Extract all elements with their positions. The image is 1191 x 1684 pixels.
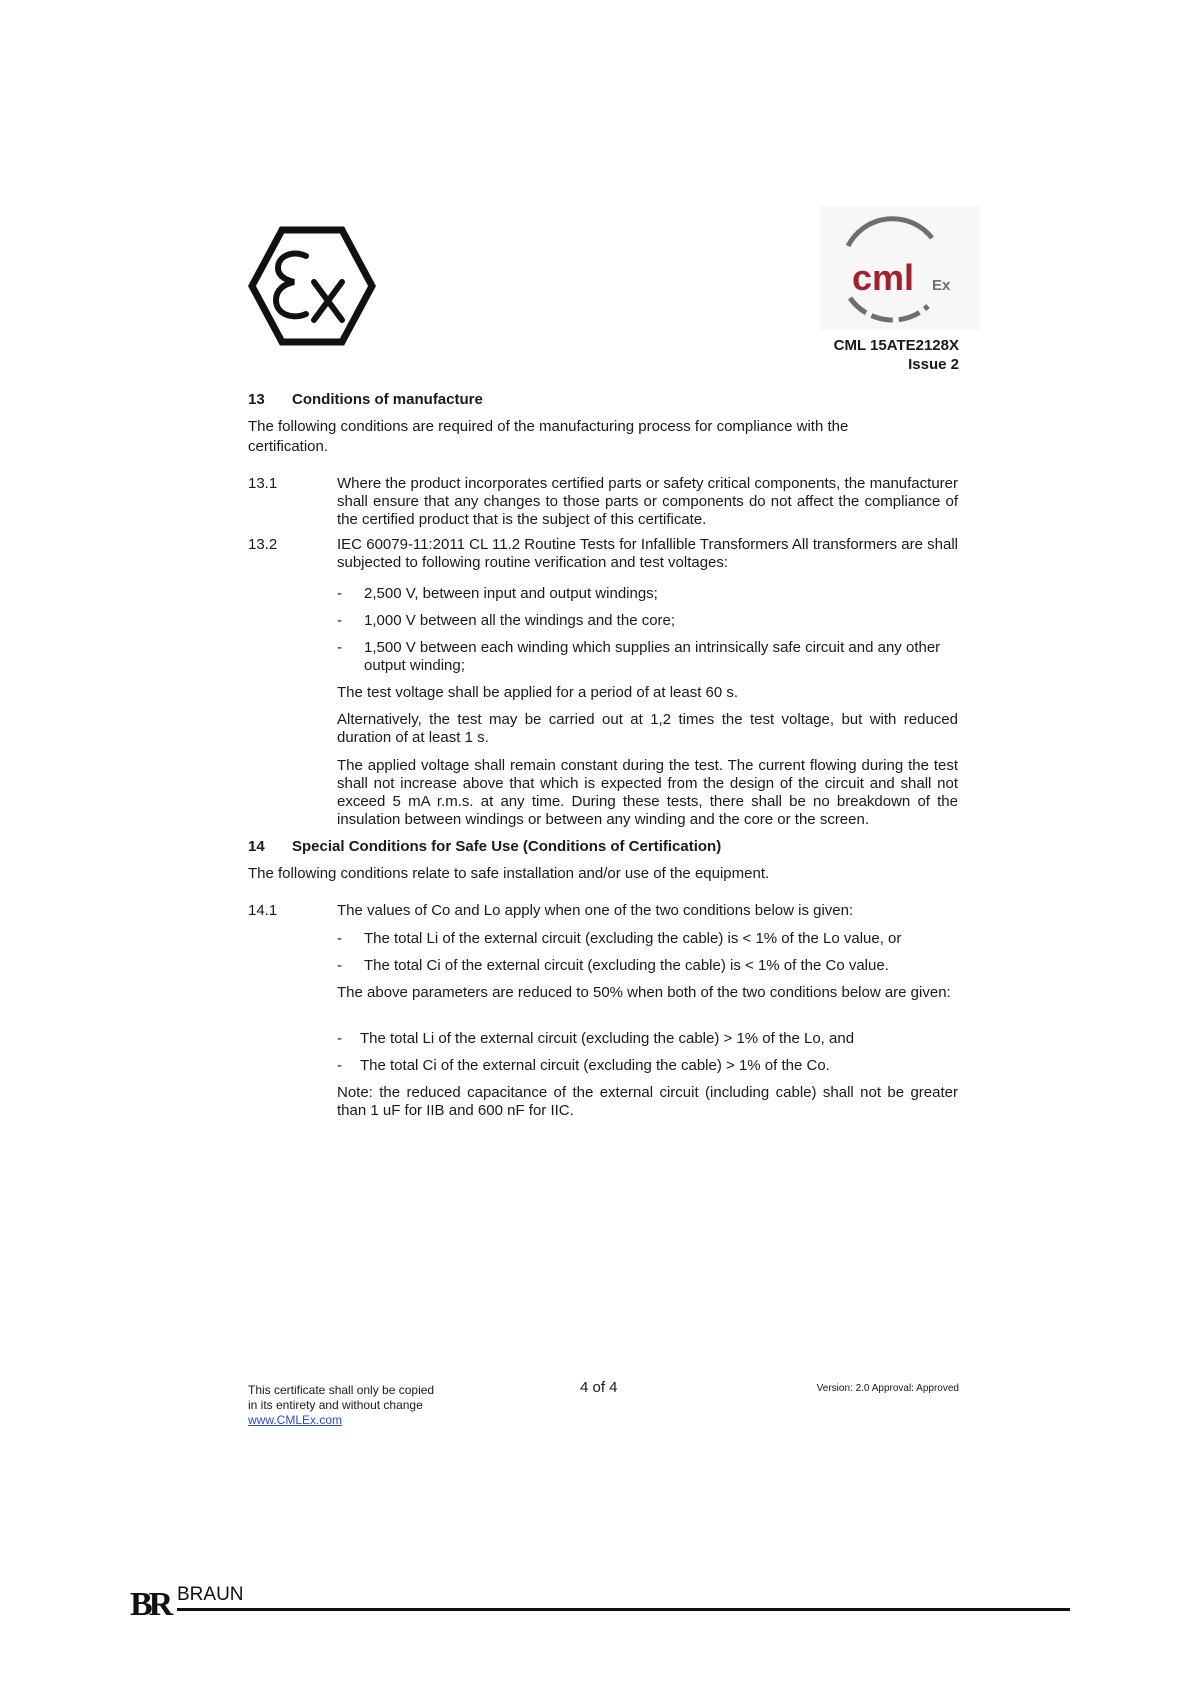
list-item — [337, 1030, 958, 1048]
copy-notice — [248, 1383, 434, 1428]
braun-footer-rule — [177, 1608, 1070, 1611]
list-item — [337, 612, 958, 630]
list-item — [337, 930, 958, 948]
bullet-dash: - — [337, 639, 342, 656]
bullet-dash: - — [337, 1057, 342, 1074]
clause-14-1 — [248, 902, 958, 920]
cml-logo-suffix: Ex — [932, 277, 951, 294]
page-number: 4 of 4 — [580, 1379, 618, 1396]
braun-company-name: BRAUN — [177, 1584, 244, 1605]
section-14-heading — [248, 838, 721, 855]
section-number: 13 — [248, 391, 265, 408]
cml-ex-logo — [820, 206, 980, 330]
clause-number: 14.1 — [248, 902, 278, 919]
clause-13-1 — [248, 475, 958, 529]
section-title: Conditions of manufacture — [292, 391, 483, 408]
list-item-text: The total Li of the external circuit (excluding the cable) > 1% of the Lo, and — [360, 1030, 855, 1047]
clause-text: The values of Co and Lo apply when one of the two conditions below is given: — [337, 902, 854, 919]
bullet-dash: - — [337, 930, 342, 947]
clause-number: 13.1 — [248, 475, 278, 492]
list-item — [337, 639, 958, 675]
section-number: 14 — [248, 838, 265, 855]
braun-br-mark: BR — [130, 1586, 170, 1623]
clause-number: 13.2 — [248, 536, 278, 553]
list-item — [337, 957, 958, 975]
list-item-text: The total Ci of the external circuit (excluding the cable) > 1% of the Co. — [360, 1057, 830, 1074]
test-duration-paragraph: The test voltage shall be applied for a period of at least 60 s. — [337, 684, 739, 701]
certificate-number: CML 15ATE2128X — [833, 337, 959, 354]
clause-13-2 — [248, 536, 958, 572]
cml-logo-text: cml — [852, 257, 915, 298]
capacitance-note: Note: the reduced capacitance of the external circuit (including cable) shall not be greater than 1 uF for IIB and 600 nF for IIC. — [337, 1084, 958, 1119]
alternative-test-paragraph: Alternatively, the test may be carried out at 1,2 times the test voltage, but with reduced duration of at least 1 s. — [337, 711, 958, 746]
bullet-dash: - — [337, 585, 342, 602]
bullet-dash: - — [337, 957, 342, 974]
ex-hexagon-logo — [248, 226, 376, 346]
section-title: Special Conditions for Safe Use (Conditions of Certification) — [292, 838, 722, 855]
section-13-intro: The following conditions are required of the manufacturing process for compliance with the certification. — [248, 418, 849, 455]
list-item-text: 1,500 V between each winding which supplies an intrinsically safe circuit and any other output winding; — [364, 639, 941, 674]
section-14-intro: The following conditions relate to safe installation and/or use of the equipment. — [248, 865, 770, 882]
list-item-text: 2,500 V, between input and output windings; — [364, 585, 658, 602]
clause-text: IEC 60079-11:2011 CL 11.2 Routine Tests for Infallible Transformers All transformers are shall subjected to following routine verification and test voltages: — [337, 536, 958, 571]
certificate-id-block — [834, 336, 959, 374]
cmlex-website-link[interactable]: www.CMLEx.com — [248, 1413, 343, 1427]
list-item-text: 1,000 V between all the windings and the core; — [364, 612, 676, 629]
issue-number: Issue 2 — [908, 356, 959, 373]
bullet-dash: - — [337, 1030, 342, 1047]
applied-voltage-paragraph: The applied voltage shall remain constant during the test. The current flowing during the test shall not increase above that which is expected from the design of the circuit and shall not exceed 5 mA r.m.s. at any time. During these tests, there shall be no breakdown of the insulation between windings or between any winding and the core or the screen. — [337, 757, 958, 828]
reduced-parameters-paragraph: The above parameters are reduced to 50% when both of the two conditions below are given: — [337, 984, 951, 1001]
list-item-text: The total Li of the external circuit (excluding the cable) is < 1% of the Lo value, or — [364, 930, 902, 947]
copy-notice-line-2: in its entirety and without change — [248, 1398, 423, 1412]
list-item — [337, 585, 958, 603]
copy-notice-line-1: This certificate shall only be copied — [248, 1383, 435, 1397]
clause-text: Where the product incorporates certified parts or safety critical components, the manufacturer shall ensure that any changes to those parts or components do not affect the compliance of the certified product that is the subject of this certificate. — [337, 475, 958, 528]
list-item-text: The total Ci of the external circuit (excluding the cable) is < 1% of the Co value. — [364, 957, 889, 974]
version-approval: Version: 2.0 Approval: Approved — [816, 1383, 959, 1394]
list-item — [337, 1057, 958, 1075]
bullet-dash: - — [337, 612, 342, 629]
section-13-heading — [248, 391, 483, 408]
